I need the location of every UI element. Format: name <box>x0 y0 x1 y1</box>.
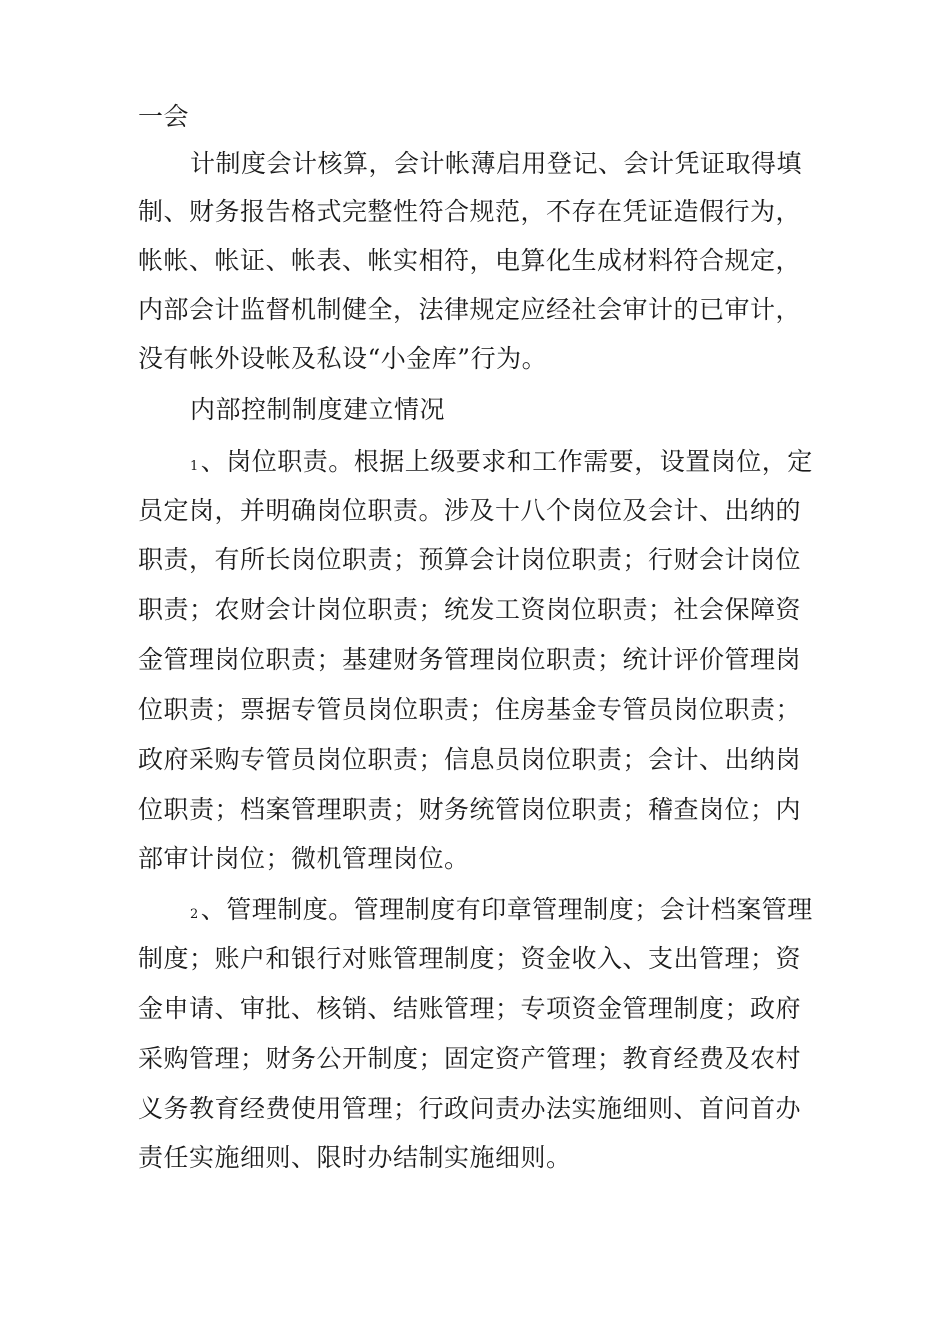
item1-line: 金管理岗位职责；基建财务管理岗位职责；统计评价管理岗 <box>138 645 802 674</box>
item1-line: 职责，有所长岗位职责；预算会计岗位职责；行财会计岗位 <box>138 545 802 574</box>
paragraph1-line: 计制度会计核算，会计帐薄启用登记、会计凭证取得填 <box>190 149 803 178</box>
item2-first-text: 、管理制度。管理制度有印章管理制度；会计档案管理 <box>200 895 813 924</box>
item1-number: 1 <box>190 459 199 474</box>
paragraph1-line: 帐帐、帐证、帐表、帐实相符，电算化生成材料符合规定， <box>138 246 802 275</box>
item1-line: 职责；农财会计岗位职责；统发工资岗位职责；社会保障资 <box>138 595 802 624</box>
item1-line: 政府采购专管员岗位职责；信息员岗位职责；会计、出纳岗 <box>138 745 802 774</box>
item2-line: 制度；账户和银行对账管理制度；资金收入、支出管理；资 <box>138 944 802 973</box>
item1-first-text: 、岗位职责。根据上级要求和工作需要，设置岗位，定 <box>200 447 813 476</box>
item2-number: 2 <box>190 907 199 922</box>
item1-line: 部审计岗位；微机管理岗位。 <box>138 844 470 873</box>
header-fragment: 一会 <box>138 102 190 131</box>
item1-line: 位职责；档案管理职责；财务统管岗位职责；稽查岗位；内 <box>138 795 802 824</box>
paragraph1-line: 内部会计监督机制健全，法律规定应经社会审计的已审计， <box>138 295 802 324</box>
section-heading: 内部控制制度建立情况 <box>190 395 446 424</box>
item2-line: 采购管理；财务公开制度；固定资产管理；教育经费及农村 <box>138 1044 802 1073</box>
item2-line: 责任实施细则、限时办结制实施细则。 <box>138 1143 572 1172</box>
item1-line: 员定岗，并明确岗位职责。涉及十八个岗位及会计、出纳的 <box>138 496 802 525</box>
paragraph1-line: 没有帐外设帐及私设“小金库”行为。 <box>138 344 548 373</box>
item1-first-line <box>190 445 813 484</box>
paragraph1-line: 制、财务报告格式完整性符合规范，不存在凭证造假行为， <box>138 197 802 226</box>
item2-first-line <box>190 893 813 932</box>
item2-line: 义务教育经费使用管理；行政问责办法实施细则、首问首办 <box>138 1094 802 1123</box>
item2-line: 金申请、审批、核销、结账管理；专项资金管理制度；政府 <box>138 994 802 1023</box>
item1-line: 位职责；票据专管员岗位职责；住房基金专管员岗位职责； <box>138 695 802 724</box>
